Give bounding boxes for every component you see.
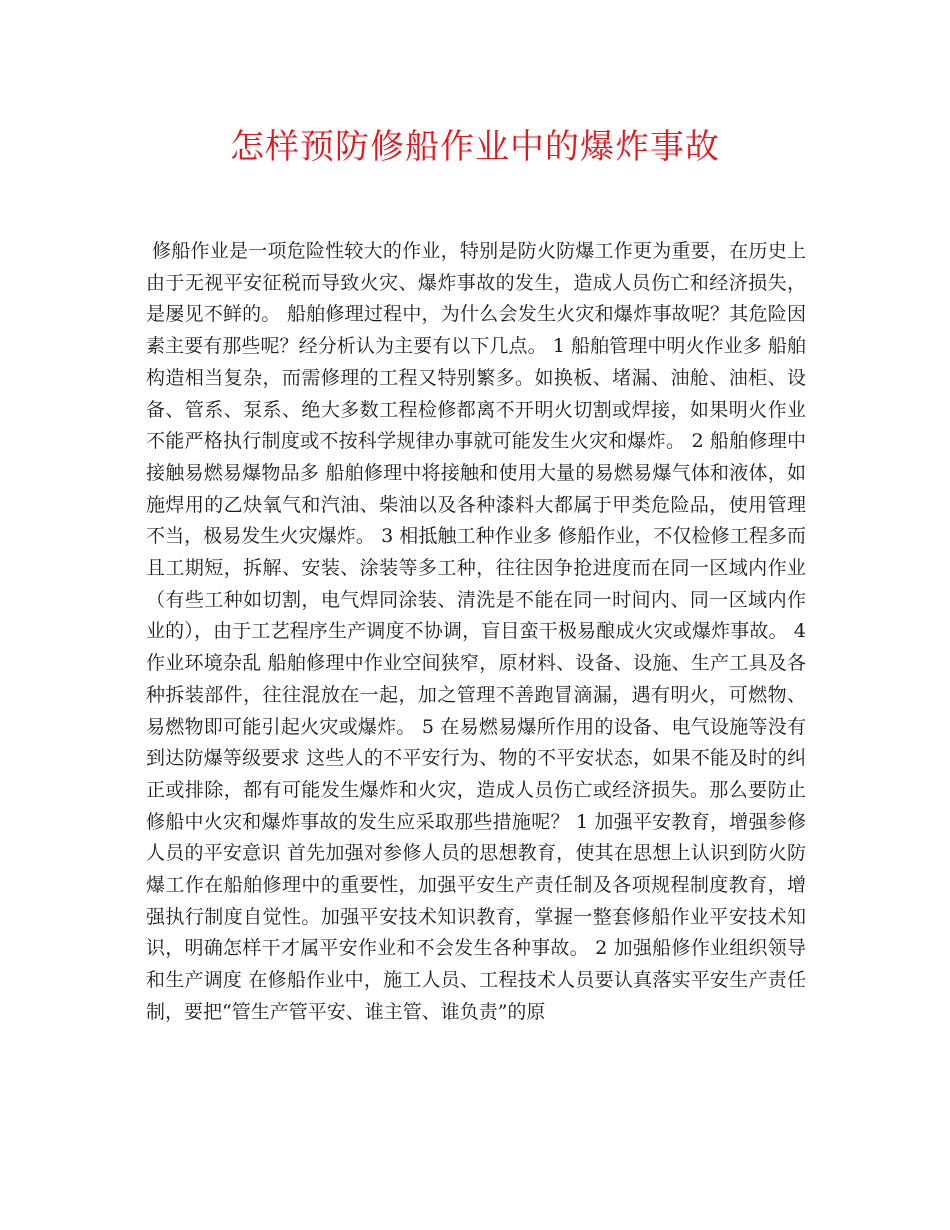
document-title: 怎样预防修船作业中的爆炸事故 — [230, 127, 720, 167]
body-paragraph: 修船作业是一项危险性较大的作业，特别是防火防爆工作更为重要，在历史上由于无视平安征税而导致火灾、爆炸事故的发生，造成人员伤亡和经济损失，是屡见不鲜的。 船舶修理过程中，为什么会发生火灾和爆炸事故呢？其危险因素主要有那些呢？经分析认为主要有以下几点。 1 船舶管理中明火作业多 船舶构造相当复杂，而需修理的工程又特别繁多。如换板、堵漏、油舱、油柜、设备、管系、泵系、绝大多数工程检修都离不开明火切割或焊接，如果明火作业不能严格执行制度或不按科学规律办事就可能发生火灾和爆炸。 2 船舶修理中接触易燃易爆物品多 船舶修理中将接触和使用大量的易燃易爆气体和液体，如施焊用的乙炔氧气和汽油、柴油以及各种漆料大都属于甲类危险品，使用管理不当，极易发生火灾爆炸。 3 相抵触工种作业多 修船作业，不仅检修工程多而且工期短，拆解、安装、涂装等多工种，往往因争抢进度而在同一区域内作业（有些工种如切割，电气焊同涂装、清洗是不能在同一时间内、同一区域内作业的），由于工艺程序生产调度不协调，盲目蛮干极易酿成火灾或爆炸事故。 4 作业环境杂乱 船舶修理中作业空间狭窄，原材料、设备、设施、生产工具及各种拆装部件，往往混放在一起，加之管理不善跑冒滴漏，遇有明火，可燃物、易燃物即可能引起火灾或爆炸。 5 在易燃易爆所作用的设备、电气设施等没有到达防爆等级要求 这些人的不平安行为、物的不平安状态，如果不能及时的纠正或排除，都有可能发生爆炸和火灾，造成人员伤亡或经济损失。那么要防止修船中火灾和爆炸事故的发生应采取那些措施呢？ 1 加强平安教育，增强参修人员的平安意识 首先加强对参修人员的思想教育，使其在思想上认识到防火防爆工作在船舶修理中的重要性，加强平安生产责任制及各项规程制度教育，增强执行制度自觉性。加强平安技术知识教育，掌握一整套修船作业平安技术知识，明确怎样干才属平安作业和不会发生各种事故。 2 加强船修作业组织领导和生产调度 在修船作业中，施工人员、工程技术人员要认真落实平安生产责任制，要把“管生产管平安、谁主管、谁负责”的原 — [146, 240, 806, 1023]
